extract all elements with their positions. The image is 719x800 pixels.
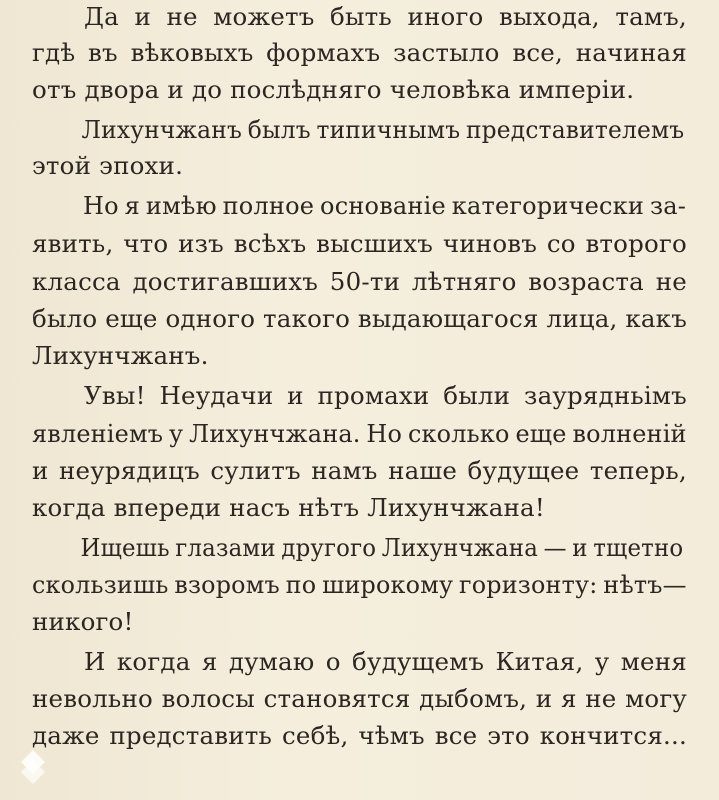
text-line-2: гдѣ въ вѣковыхъ формахъ застыло все, начиная [32, 38, 687, 67]
text-line-1: Да и не можетъ быть иного выхода, тамъ, [84, 2, 687, 31]
text-line-5: этой эпохи. [32, 151, 184, 180]
text-line-4: Лихунчжанъ былъ типичнымъ представителемъ [81, 115, 685, 144]
text-line-14: когда впереди насъ нѣтъ Лихунчжана! [32, 493, 545, 522]
text-line-13: и неурядицъ сулитъ намъ наше будущее теперь, [32, 456, 687, 485]
text-line-12: явленіемъ у Лихунчжана. Но сколько еще волненій [32, 419, 687, 448]
text-line-9: было еще одного такого выдающагося лица, какъ [32, 304, 687, 333]
text-line-6: Но я имѣю полное основаніе категорически за- [82, 191, 687, 220]
text-line-11: Увы! Неудачи и промахи были заурядньімъ [84, 381, 687, 410]
text-line-15: Ищешь глазами другого Лихунчжана — и тщетно [80, 533, 684, 562]
text-line-16: скользишь взоромъ по широкому горизонту: нѣтъ— [32, 570, 687, 599]
text-line-8: класса достигавшихъ 50-ти лѣтняго возраста не [32, 267, 687, 296]
text-line-7: явить, что изъ всѣхъ высшихъ чиновъ со второго [32, 229, 687, 258]
text-line-18: И когда я думаю о будущемъ Китая, у меня [84, 647, 687, 676]
text-line-20: даже представить себѣ, чѣмъ все это кончится... [32, 721, 687, 750]
watermark-icon [18, 748, 48, 786]
text-line-10: Лихунчжанъ. [32, 341, 209, 370]
text-line-3: отъ двора и до послѣдняго человѣка имперіи. [32, 75, 635, 104]
text-line-17: никого! [32, 607, 134, 636]
text-line-19: невольно волосы становятся дыбомъ, и я не могу [32, 684, 687, 713]
